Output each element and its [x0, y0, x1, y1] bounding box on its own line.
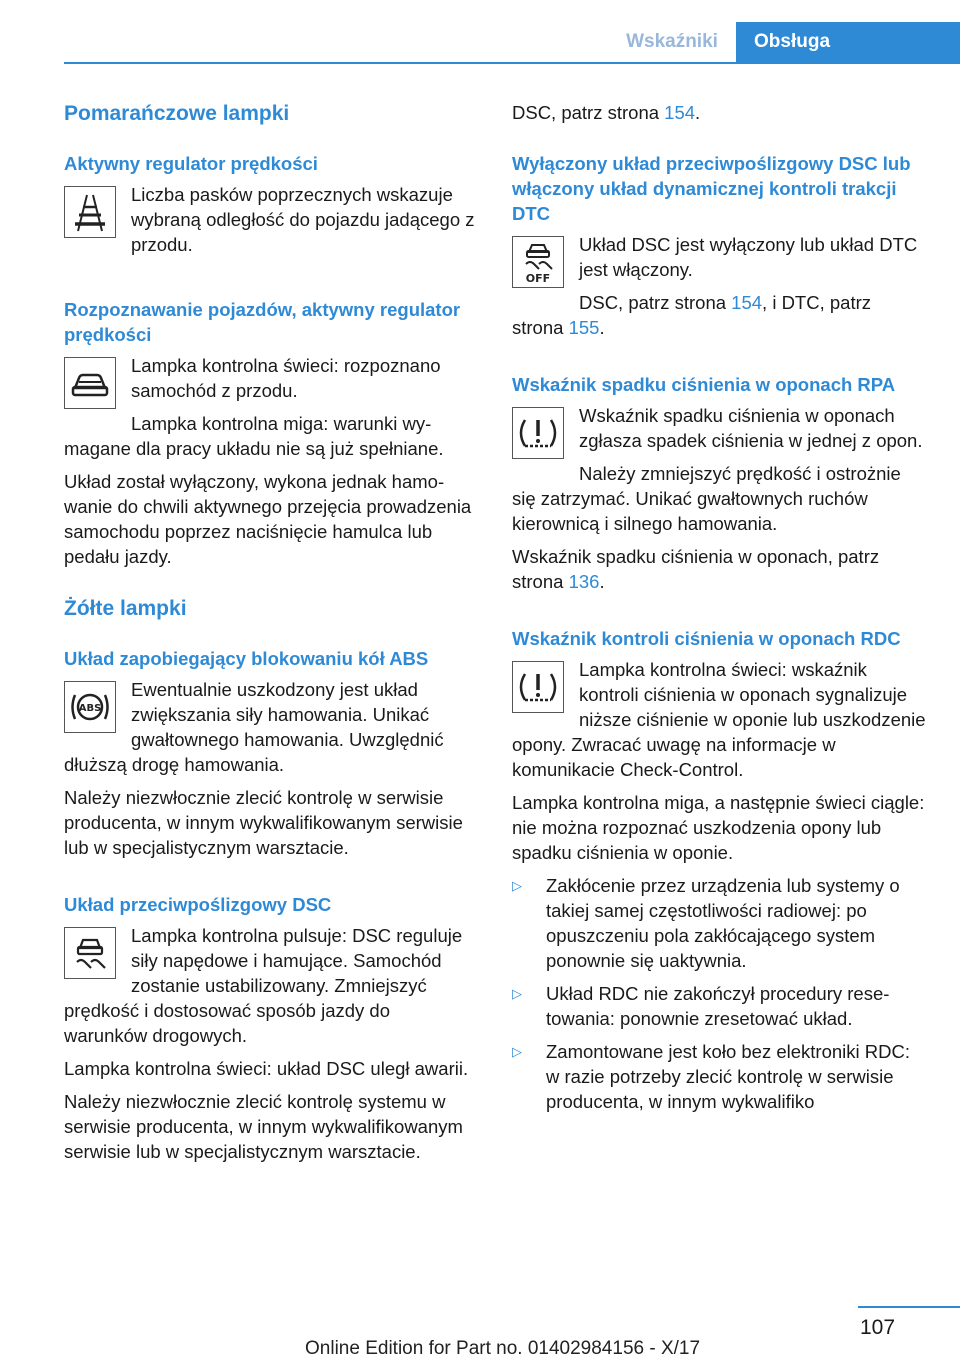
vehicle-detection-text-3: Układ został wyłączony, wykona jednak hamowanie do chwili aktywnego przejęcia prowadzenia samochodu poprzez naciśnięcie hamulca lub pedału jazdy. [64, 471, 472, 567]
rpa-text-1: Wskaźnik spadku ciśnienia w oponach zgłasza spadek ciśnienia w jednej z opon. [579, 405, 923, 451]
page-footer [0, 1300, 960, 1362]
tab-wskazniki[interactable]: Wskaźniki [626, 31, 718, 52]
vehicle-detection-text-2: Lampka kontrolna miga: warunki wymagane dla pracy układu nie są już spełniane. [64, 413, 444, 459]
tire-pressure-icon [512, 661, 564, 713]
rdc-heading: Wskaźnik kontroli ciśnienia w oponach RDC [512, 628, 901, 649]
acc-text: Liczba pasków poprzecznych wskazuje wybraną odległość do pojazdu jadącego z przodu. [131, 184, 475, 255]
page-number: 107 [860, 1316, 896, 1339]
page-link-136[interactable]: 136 [568, 571, 600, 592]
list-item [512, 981, 926, 1031]
vehicle-detection-text-1: Lampka kontrolna świeci: rozpoznano samochód z przodu. [131, 355, 441, 401]
rpa-text-2: Należy zmniejszyć prędkość i ostrożnie się zatrzymać. Unikać gwałtownych ruchów kierownicą i silnego hamowania. [512, 463, 901, 534]
rdc-entry [512, 657, 926, 782]
dsc-off-entry [512, 232, 926, 340]
right-column [512, 100, 926, 1122]
rpa-page-ref [512, 544, 926, 594]
rdc-text-2: Lampka kontrolna miga, a następnie świeci ciągle: nie można rozpoznać uszkodzenia opony lub spadku ciśnienia w oponie. [512, 792, 925, 863]
ref-text: . [695, 102, 701, 123]
dsc-text-2: Lampka kontrolna świeci: układ DSC uległ awarii. [64, 1058, 469, 1079]
list-item-text: Układ RDC nie zakończył procedury resetowania: ponownie zresetować układ. [546, 983, 890, 1029]
abs-heading: Układ zapobiegający blokowaniu kół ABS [64, 648, 429, 669]
dsc-off-icon [512, 236, 564, 288]
dsc-page-ref [512, 100, 926, 125]
rdc-bullet-list [512, 873, 926, 1114]
tab-obsluga[interactable]: Obsługa [736, 22, 960, 62]
list-item-text: Zamontowane jest koło bez elektroniki RDC: w razie potrzeby zlecić kontrolę w serwisie producenta, w innym wykwalifiko [546, 1041, 910, 1112]
vehicle-detection-heading: Rozpoznawanie pojazdów, aktywny regulator prędkości [64, 299, 461, 345]
page-link-154[interactable]: 154 [731, 292, 763, 313]
edition-note: Online Edition for Part no. 01402984156 - X/17 [305, 1338, 701, 1359]
distance-bars-icon [64, 186, 116, 238]
tire-warning-icon [512, 407, 564, 459]
ref-text: . [599, 571, 605, 592]
page-header [0, 22, 960, 64]
acc-heading: Aktywny regulator prędkości [64, 153, 318, 174]
footer-rule [858, 1306, 960, 1308]
dsc-off-heading: Wyłączony układ przeciwpoślizgowy DSC lub włączony układ dynamicznej kontroli trakcji DTC [512, 153, 911, 224]
ref-text: Wskaźnik spadku ciśnienia w oponach, patrz strona [512, 546, 880, 592]
abs-entry [64, 677, 476, 777]
list-item [512, 1039, 926, 1114]
dsc-text-1: Lampka kontrolna pulsuje: DSC reguluje siły napędowe i hamujące. Samochód zostanie ustabilizowany. Zmniejszyć prędkość i dostosować sposób jazdy do warunków drogowych. [64, 925, 463, 1046]
bullet-triangle-icon: ▷ [512, 1044, 522, 1059]
yellow-lamps-heading: Żółte lampki [64, 597, 187, 620]
car-front-icon [64, 357, 116, 409]
vehicle-detection-entry [64, 353, 476, 461]
page-link-155[interactable]: 155 [568, 317, 600, 338]
dsc-off-text-1: Układ DSC jest wyłączony lub układ DTC jest włączony. [579, 234, 918, 280]
ref-text: DSC, patrz strona [512, 102, 665, 123]
abs-icon [64, 681, 116, 733]
svg-text:OFF: OFF [525, 272, 551, 285]
abs-text-1: Ewentualnie uszkodzony jest układ zwiększania siły hamowania. Unikać gwałtownego hamowania. Uwzględnić dłuższą drogę hamowania. [64, 679, 444, 775]
dsc-text-3: Należy niezwłocznie zlecić kontrolę systemu w serwisie producenta, w innym wykwalifikowanym serwisie lub w specjalistycznym warsztacie. [64, 1091, 463, 1162]
rdc-text-1: Lampka kontrolna świeci: wskaźnik kontroli ciśnienia w oponach sygnalizuje niższe ciśnienie w oponie lub uszkodzenie opony. Zwracać uwagę na informacje w komunikacie Check-Control. [512, 659, 926, 780]
bullet-triangle-icon: ▷ [512, 878, 522, 893]
ref-text: DSC, patrz strona [579, 292, 732, 313]
orange-lamps-heading: Pomarańczowe lampki [64, 102, 290, 125]
dsc-skid-icon [64, 927, 116, 979]
header-rule [64, 62, 960, 64]
rpa-heading: Wskaźnik spadku ciśnienia w oponach RPA [512, 374, 896, 395]
bullet-triangle-icon: ▷ [512, 986, 522, 1001]
left-column [64, 100, 476, 1172]
page-link-154[interactable]: 154 [664, 102, 696, 123]
ref-text: . [599, 317, 605, 338]
svg-text:ABS: ABS [78, 703, 102, 714]
list-item-text: Zakłócenie przez urządzenia lub systemy o takiej samej częstotliwości radiowej: po opuszczeniu pola zakłócającego system ponownie się uaktywnia. [546, 875, 900, 971]
list-item [512, 873, 926, 973]
dsc-entry [64, 923, 476, 1048]
dsc-heading: Układ przeciwpoślizgowy DSC [64, 894, 332, 915]
ref-text: , i DTC, patrz strona [512, 292, 872, 338]
acc-entry [64, 182, 476, 265]
rpa-entry [512, 403, 926, 453]
dsc-off-ref [512, 290, 926, 340]
abs-text-2: Należy niezwłocznie zlecić kontrolę w serwisie producenta, w innym wykwalifikowanym serwisie lub w specjalistycznym warsztacie. [64, 787, 463, 858]
